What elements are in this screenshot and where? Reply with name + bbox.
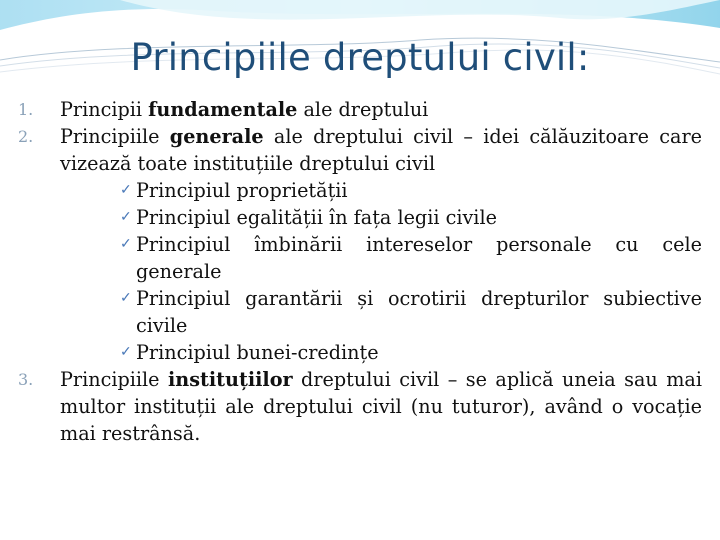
list-item: [18, 96, 702, 123]
checkmark-icon: ✓: [120, 182, 132, 198]
checkmark-icon: ✓: [120, 236, 132, 252]
sub-list-item: [120, 339, 702, 366]
item-number: 2.: [18, 127, 34, 146]
list-item: [18, 123, 702, 177]
checkmark-icon: ✓: [120, 209, 132, 225]
item-text: [60, 366, 702, 447]
item-text: [60, 96, 702, 123]
checkmark-icon: ✓: [120, 344, 132, 360]
item-text-bold: instituțiilor: [167, 368, 293, 391]
checkmark-icon: ✓: [120, 290, 132, 306]
slide-title: Principiile dreptului civil:: [130, 36, 590, 79]
slide-content: [18, 96, 702, 447]
item-text-bold: fundamentale: [148, 98, 298, 121]
sub-list-item: [120, 177, 702, 204]
sub-item-text: Principiul îmbinării intereselor personale cu cele generale: [136, 233, 702, 283]
item-text-pre: Principiile: [60, 125, 170, 148]
item-number: 3.: [18, 370, 34, 389]
item-text-pre: Principiile: [60, 368, 168, 391]
sub-item-text: Principiul proprietății: [136, 179, 348, 202]
item-text-post: dreptului civil – se aplică uneia sau mai multor instituții ale dreptului civil (nu tuturor), având o vocație mai restrânsă.: [60, 368, 702, 445]
list-item: [18, 366, 702, 447]
item-text-pre: Principii: [60, 98, 149, 121]
sub-item-text: Principiul egalității în fața legii civile: [136, 206, 497, 229]
sub-item-text: Principiul bunei-credințe: [136, 341, 379, 364]
item-text-post: ale dreptului civil – idei călăuzitoare care vizează toate instituțiile dreptului civil: [60, 125, 702, 175]
item-number: 1.: [18, 100, 34, 119]
sub-item-text: Principiul garantării și ocrotirii drepturilor subiective civile: [136, 287, 702, 337]
sub-list-item: [120, 285, 702, 339]
sub-list-item: [120, 231, 702, 285]
item-text: [60, 123, 702, 177]
sub-list-item: [120, 204, 702, 231]
item-text-bold: generale: [169, 125, 264, 148]
item-text-post: ale dreptului: [297, 98, 429, 121]
